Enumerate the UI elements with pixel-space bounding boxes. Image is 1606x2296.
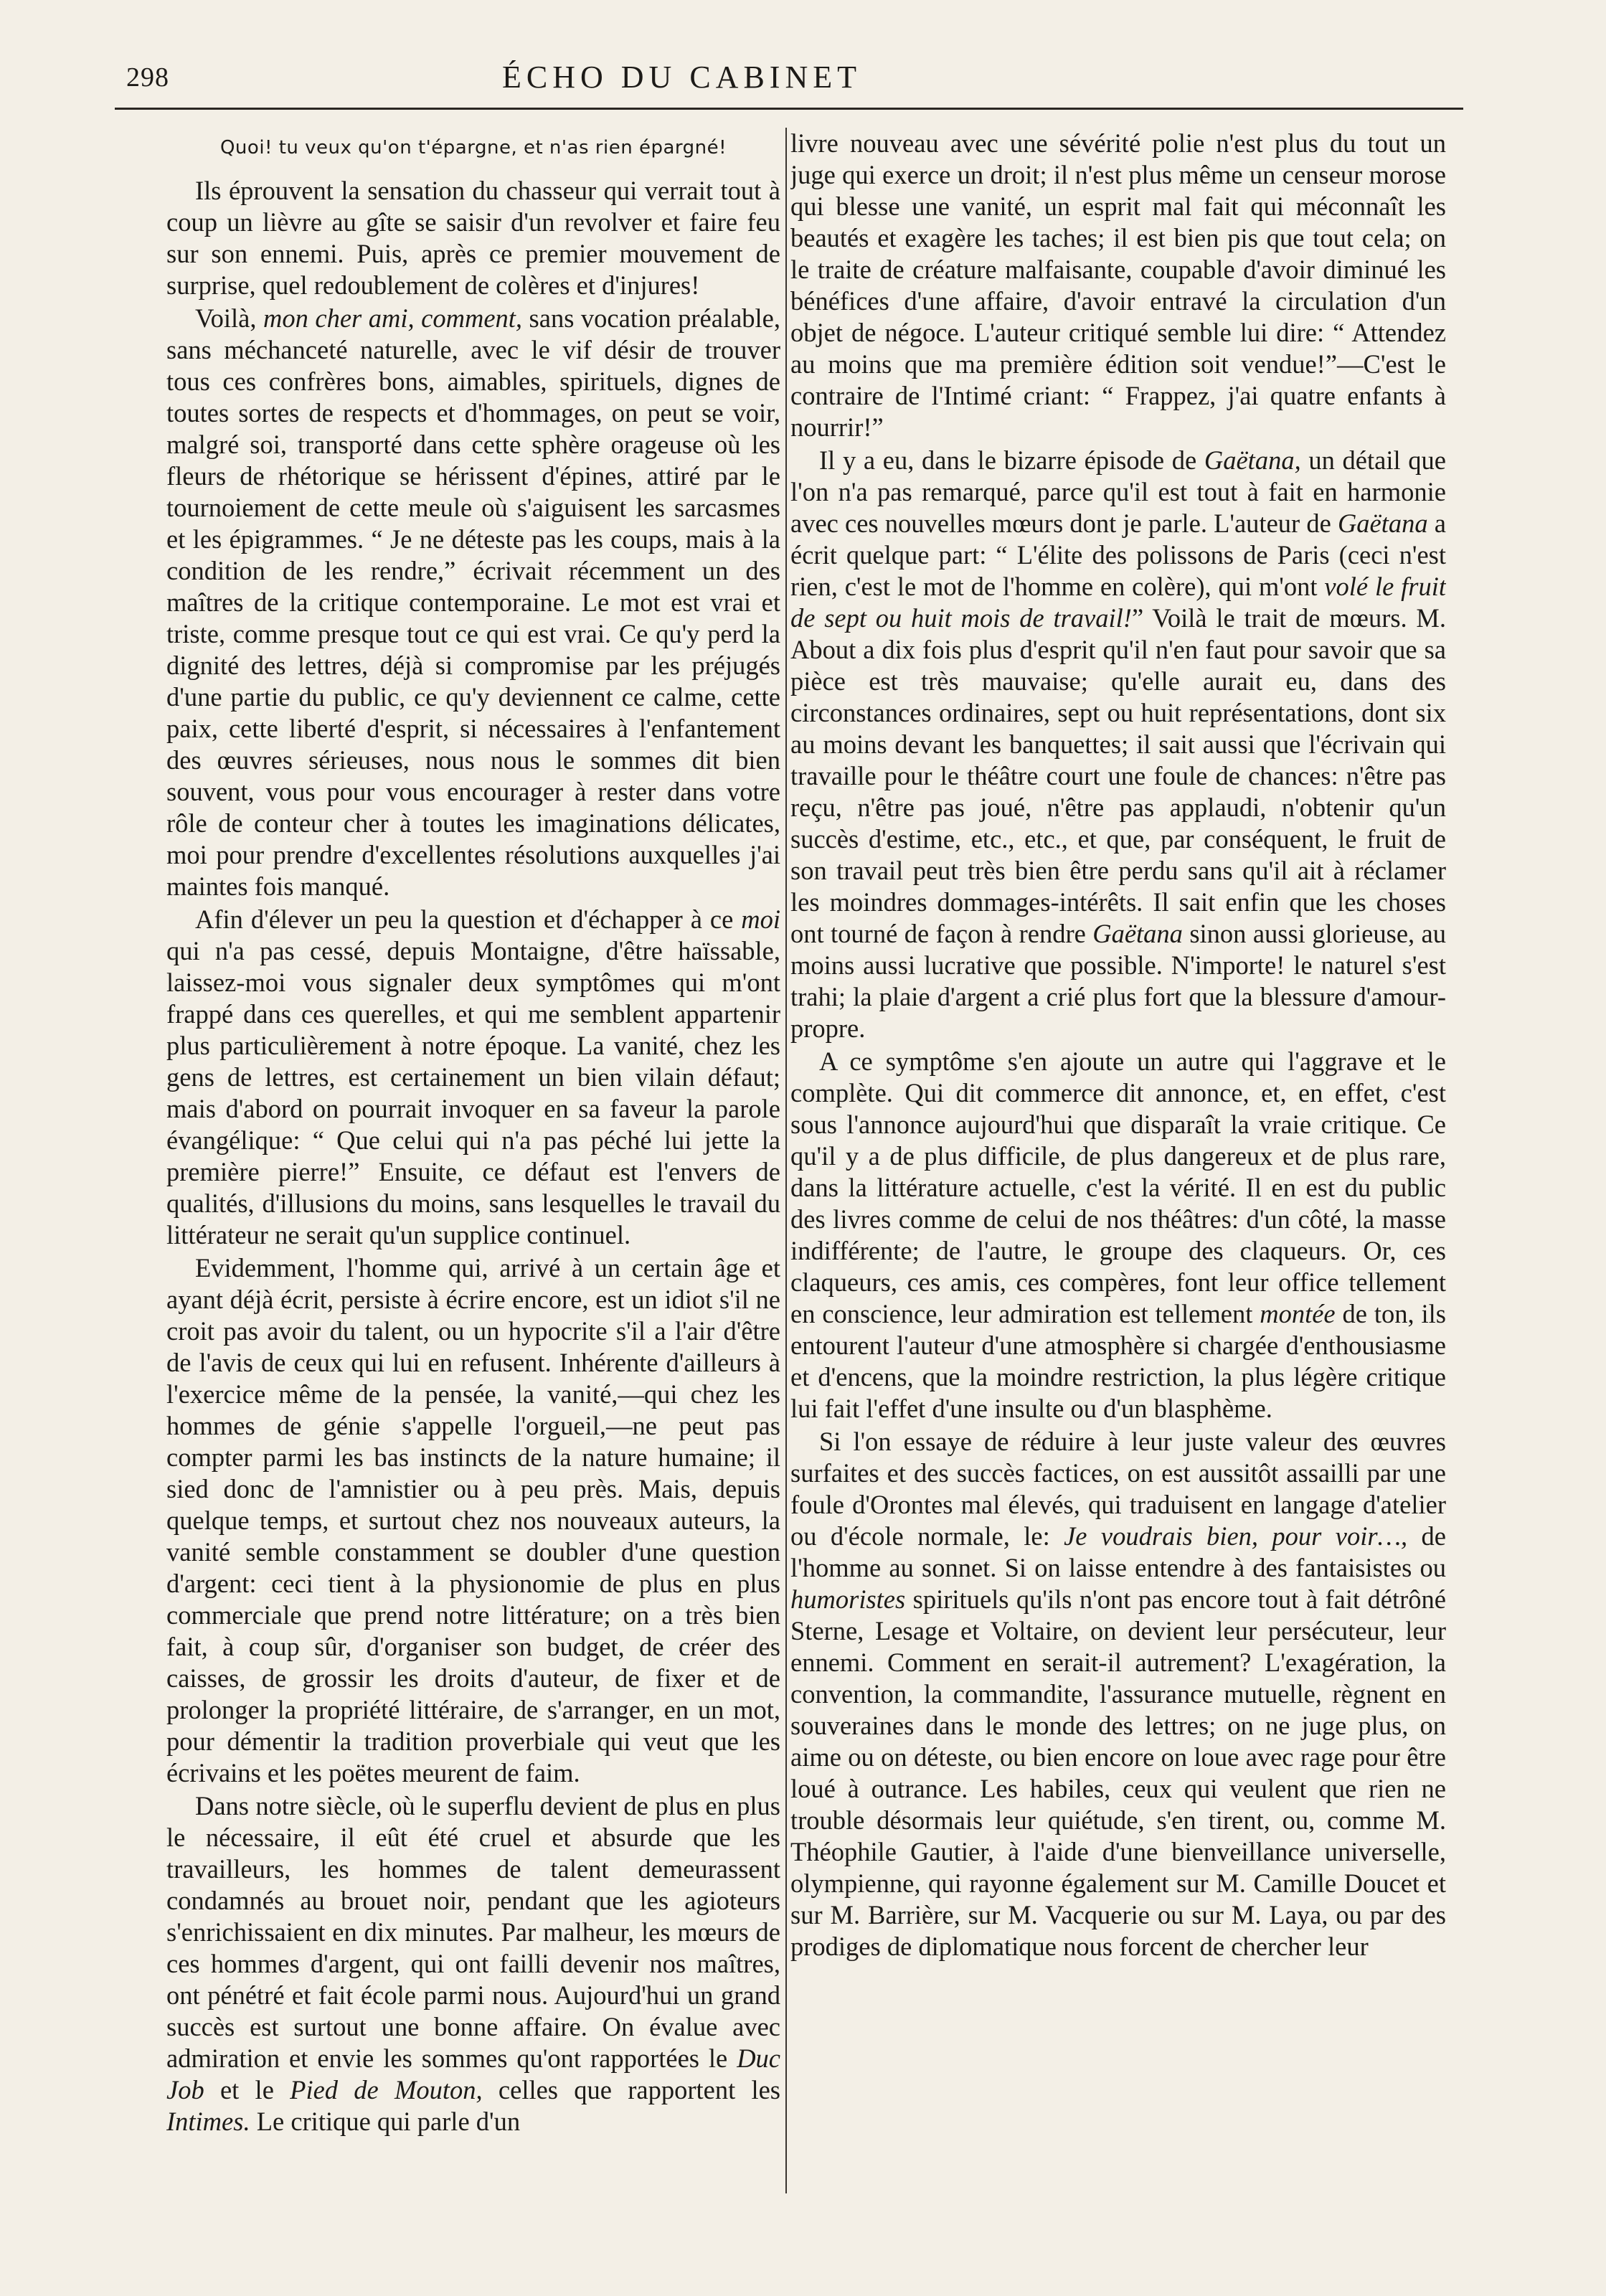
paragraph: Ils éprouvent la sensation du chasseur qui verrait tout à coup un lièvre au gîte se saisir d'un revolver et faire feu sur son ennemi. Puis, après ce premier mouvement de surprise, quel redoublement de colères et d'injures!: [166, 176, 780, 300]
left-column: [166, 128, 780, 2193]
epigraph: Quoi! tu veux qu'on t'épargne, et n'as rien épargné!: [219, 137, 727, 159]
header-rule: [115, 108, 1463, 110]
paragraph: livre nouveau avec une sévérité polie n'est plus du tout un juge qui exerce un droit; il n'est plus même un censeur morose qui blesse une vanité, un esprit mal fait qui méconnaît les beautés et exagère les taches; il est bien pis que tout cela; on le traite de créature malfaisante, coupable d'avoir diminué les bénéfices d'une affaire, d'avoir entravé la circulation d'un objet de négoce. L'auteur critiqué semble lui dire: “ Attendez au moins que ma première édition soit vendue!”—C'est le contraire de l'Intimé criant: “ Frappez, j'ai quatre enfants à nourrir!”: [790, 128, 1446, 442]
paragraph: Voilà, mon cher ami, comment, sans vocation préalable, sans méchanceté naturelle, avec le vif désir de trouver tous ces confrères bons, aimables, spirituels, dignes de toutes sortes de respects et d'hommages, on peut se voir, malgré soi, transporté dans cette sphère orageuse où les fleurs de rhétorique se hérissent d'épines, attiré par le tournoiement de cette meule où s'aiguisent les sarcasmes et les épigrammes. “ Je ne déteste pas les coups, mais à la condition de les rendre,” écrivait récemment un des maîtres de la critique contemporaine. Le mot est vrai et triste, comme presque tout ce qui est vrai. Ce qu'y perd la dignité des lettres, déjà si compromise par les préjugés d'une partie du public, ce qu'y deviennent ce calme, cette paix, cette liberté d'esprit, si nécessaires à l'enfantement des œuvres sérieuses, nous nous le sommes dit bien souvent, vous pour vous encourager à rester dans votre rôle de conteur cher à toutes les imaginations délicates, moi pour prendre d'excellentes résolutions auxquelles j'ai maintes fois manqué.: [166, 303, 780, 901]
right-column: [790, 128, 1446, 2193]
paragraph: Dans notre siècle, où le superflu devient de plus en plus le nécessaire, il eût été cruel et absurde que les travailleurs, les hommes de talent demeurassent condamnés au brouet noir, pendant que les agioteurs s'enrichissaient en dix minutes. Par malheur, les mœurs de ces hommes d'argent, qui ont failli devenir nos maîtres, ont pénétré et fait école parmi nous. Aujourd'hui un grand succès est surtout une bonne affaire. On évalue avec admiration et envie les sommes qu'ont rapportées le Duc Job et le Pied de Mouton, celles que rapportent les Intimes. Le critique qui parle d'un: [166, 1791, 780, 2136]
column-divider: [785, 128, 787, 2193]
page-number: 298: [126, 62, 169, 93]
paragraph: Si l'on essaye de réduire à leur juste valeur des œuvres surfaites et des succès factices, on est aussitôt assailli par une foule d'Orontes mal élevés, qui traduisent en langage d'atelier ou d'école normale, le: Je voudrais bien, pour voir…, de l'homme au sonnet. Si on laisse entendre à des fantaisistes ou humoristes spirituels qu'ils n'ont pas encore tout à fait détrôné Sterne, Lesage et Voltaire, on devient leur persécuteur, leur ennemi. Comment en serait-il autrement? L'exagération, la convention, la commandite, l'assurance mutuelle, règnent en souveraines dans le monde des lettres; on ne juge plus, on aime ou on déteste, ou bien encore on loue avec rage pour être loué à outrance. Les habiles, ceux qui veulent que rien ne trouble désormais leur quiétude, s'en tirent, ou, comme M. Théophile Gautier, à l'aide d'une bienveillance universelle, olympienne, qui rayonne également sur M. Camille Doucet et sur M. Barrière, sur M. Vacquerie ou sur M. Laya, ou par des prodiges de diplomatique nous forcent de chercher leur: [790, 1427, 1446, 1961]
paragraph: Il y a eu, dans le bizarre épisode de Gaëtana, un détail que l'on n'a pas remarqué, parce qu'il est tout à fait en harmonie avec ces nouvelles mœurs dont je parle. L'auteur de Gaëtana a écrit quelque part: “ L'élite des polissons de Paris (ceci n'est rien, c'est le mot de l'homme en colère), qui m'ont volé le fruit de sept ou huit mois de travail!” Voilà le trait de mœurs. M. About a dix fois plus d'esprit qu'il n'en faut pour savoir que sa pièce est très mauvaise; qu'elle aurait eu, dans des circonstances ordinaires, sept ou huit représentations, dont six au moins devant les banquettes; il sait aussi que l'écrivain qui travaille pour le théâtre court une foule de chances: n'être pas reçu, n'être pas joué, n'être pas applaudi, n'obtenir qu'un succès d'estime, etc., etc., et que, par conséquent, le fruit de son travail peut très bien être perdu sans qu'il ait à réclamer les moindres dommages-intérêts. Il sait enfin que les choses ont tourné de façon à rendre Gaëtana sinon aussi glorieuse, au moins aussi lucrative que possible. N'importe! le naturel s'est trahi; la plaie d'argent a crié plus fort que la blessure d'amour-propre.: [790, 445, 1446, 1043]
paragraph: A ce symptôme s'en ajoute un autre qui l'aggrave et le complète. Qui dit commerce dit annonce, et, en effet, c'est sous l'annonce aujourd'hui que disparaît la vraie critique. Ce qu'il y a de plus difficile, de plus dangereux et de plus rare, dans la littérature actuelle, c'est la vérité. Il en est du public des livres comme de celui de nos théâtres: d'un côté, la masse indifférente; de l'autre, le groupe des claqueurs. Or, ces claqueurs, ces amis, ces compères, font leur office tellement en conscience, leur admiration est tellement montée de ton, ils entourent l'auteur d'une atmosphère si chargée d'enthousiasme et d'encens, que la moindre restriction, la plus légère critique lui fait l'effet d'une insulte ou d'un blasphème.: [790, 1047, 1446, 1423]
paragraph: Afin d'élever un peu la question et d'échapper à ce moi qui n'a pas cessé, depuis Montaigne, d'être haïssable, laissez-moi vous signaler deux symptômes qui m'ont frappé dans ces querelles, et qui me semblent appartenir plus particulièrement à notre époque. La vanité, chez les gens de lettres, est certainement un bien vilain défaut; mais d'abord on pourrait invoquer en sa faveur la parole évangélique: “ Que celui qui n'a pas péché lui jette la première pierre!” Ensuite, ce défaut est l'envers de qualités, d'illusions du moins, sans lesquelles le travail du littérateur ne serait qu'un supplice continuel.: [166, 904, 780, 1249]
running-title: ÉCHO DU CABINET: [502, 60, 861, 95]
paragraph: Evidemment, l'homme qui, arrivé à un certain âge et ayant déjà écrit, persiste à écrire encore, est un idiot s'il ne croit pas avoir du talent, ou un hypocrite s'il a l'air d'être de l'avis de ceux qui lui en refusent. Inhérente d'ailleurs à l'exercice même de la pensée, la vanité,—qui chez les hommes de génie s'appelle l'orgueil,—ne peut pas compter parmi les bas instincts de la nature humaine; il sied donc de l'amnistier ou à peu près. Mais, depuis quelque temps, et surtout chez nos nouveaux auteurs, la vanité semble constamment se doubler d'une question d'argent: ceci tient à la physionomie de plus en plus commerciale que prend notre littérature; on a très bien fait, à coup sûr, d'organiser son budget, de créer des caisses, de grossir les droits d'auteur, de fixer et de prolonger la propriété littéraire, de s'arranger, en un mot, pour démentir la tradition proverbiale qui veut que les écrivains et les poëtes meurent de faim.: [166, 1253, 780, 1787]
